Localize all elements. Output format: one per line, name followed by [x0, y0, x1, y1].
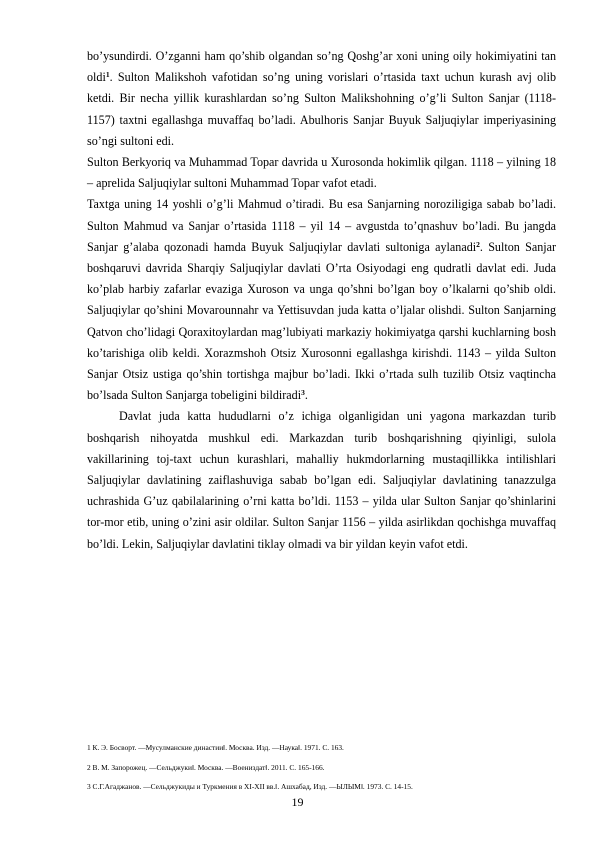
- body-text: [87, 46, 556, 555]
- paragraph-text: bo’ysundirdi. O’zganni ham qo’shib olgandan so’ng Qoshg’ar xoni uning oily hokimiyatini tan oldi: [87, 49, 556, 85]
- footnote-3: 3 С.Г.Агаджанов. ―Сельджукиды и Туркмения в XI-XII вв.‖. Ашхабад, Изд. ―ЫЛЫМ‖. 1973. С. 14-15.: [87, 782, 413, 792]
- paragraph-text: Taxtga uning 14 yoshli o’g’li Mahmud o’tiradi. Bu esa Sanjarning noroziligiga sabab bo’ladi. Sulton Mahmud va Sanjar o’rtasida 1118 – yil 14 – avgustda to’qnashuv bo’ladi. Bu jangda Sanjar g’alaba qozonadi hamda Buyuk Saljuqiylar davlati sultoniga aylanadi: [87, 197, 556, 254]
- footnote-2: 2 В. М. Запорожец. ―Сельджуки‖. Москва. ―Воениздат‖. 2011. С. 165-166.: [87, 762, 325, 772]
- paragraph-2: Sulton Berkyoriq va Muhammad Topar davrida u Xurosonda hokimlik qilgan. 1118 – yilning 18 – aprelida Saljuqiylar sultoni Muhammad Topar vafot etadi.: [87, 155, 556, 191]
- footnote-ref[interactable]: 3: [301, 388, 305, 398]
- paragraph-1: [87, 46, 556, 152]
- paragraph-text: .: [304, 388, 308, 403]
- footnote-ref[interactable]: 2: [476, 239, 480, 249]
- page-number: 19: [291, 795, 304, 809]
- paragraph-4: Davlat juda katta hududlarni o’z ichiga olganligidan uni yagona markazdan turib boshqarish nihoyatda mushkul edi. Markazdan turib boshqarishning qiyinligi, sulola vakillarining toj-taxt uchun kurashlari, mahalliy hukmdorlarning mustaqillikka intilishlari Saljuqiylar davlatining zaiflashuviga sabab bo’lgan edi. Saljuqiylar davlatining tanazzulga uchrashida G’uz qabilalarining o’rni katta bo’ldi. 1153 – yilda ular Sulton Sanjar qo’shinlarini tor-mor etib, uning o’zini asir oldilar. Sulton Sanjar 1156 – yilda asirlikdan qochishga muvaffaq bo’ldi. Lekin, Saljuqiylar davlatini tiklay olmadi va bir yildan keyin vafot etdi.: [87, 409, 556, 551]
- footnotes: [87, 738, 556, 797]
- footnote-1: 1 К. Э. Босворт. ―Мусулманские династии‖. Москва. Изд. ―Наука‖. 1971. С. 163.: [87, 743, 344, 752]
- paragraph-3: [87, 194, 556, 406]
- paragraph-text: . Sulton Malikshoh vafotidan so’ng uning vorislari o’rtasida taxt uchun kurash avj olib ketdi. Bir necha yillik kurashlardan so’ng Sulton Malikshohning o’g’li Sulton Sanjar (1118-1157) taxtni egallashga muvaffaq bo’ladi. Abulhoris Sanjar Buyuk Saljuqiylar imperiyasining so’ngi sultoni edi.: [87, 70, 556, 148]
- footnote-ref[interactable]: 1: [105, 70, 110, 80]
- paragraph-text: . Sulton Sanjar boshqaruvi davrida Sharqiy Saljuqiylar davlati O’rta Osiyodagi eng qudratli davlat edi. Juda ko’plab harbiy zafarlar evaziga Xuroson va unga qo’shni bo’lgan boy o’lkalarni qo’shib oldi. Saljuqiylar qo’shini Movarounnahr va Yettisuvdan juda katta o’ljalar olishdi. Sulton Sanjarning Qatvon cho’lidagi Qoraxitoylardan mag’lubiyati markaziy hokimiyatga qarshi kuchlarning bosh ko’tarishiga olib keldi. Xorazmshoh Otsiz Xurosonni egallashga kirishdi. 1143 – yilda Sulton Sanjar Otsiz ustiga qo’shin tortishga majbur bo’ladi. Ikki o’rtada sulh tuzilib Otsiz vaqtincha bo’lsada Sulton Sanjarga tobeligini bildiradi: [87, 239, 556, 403]
